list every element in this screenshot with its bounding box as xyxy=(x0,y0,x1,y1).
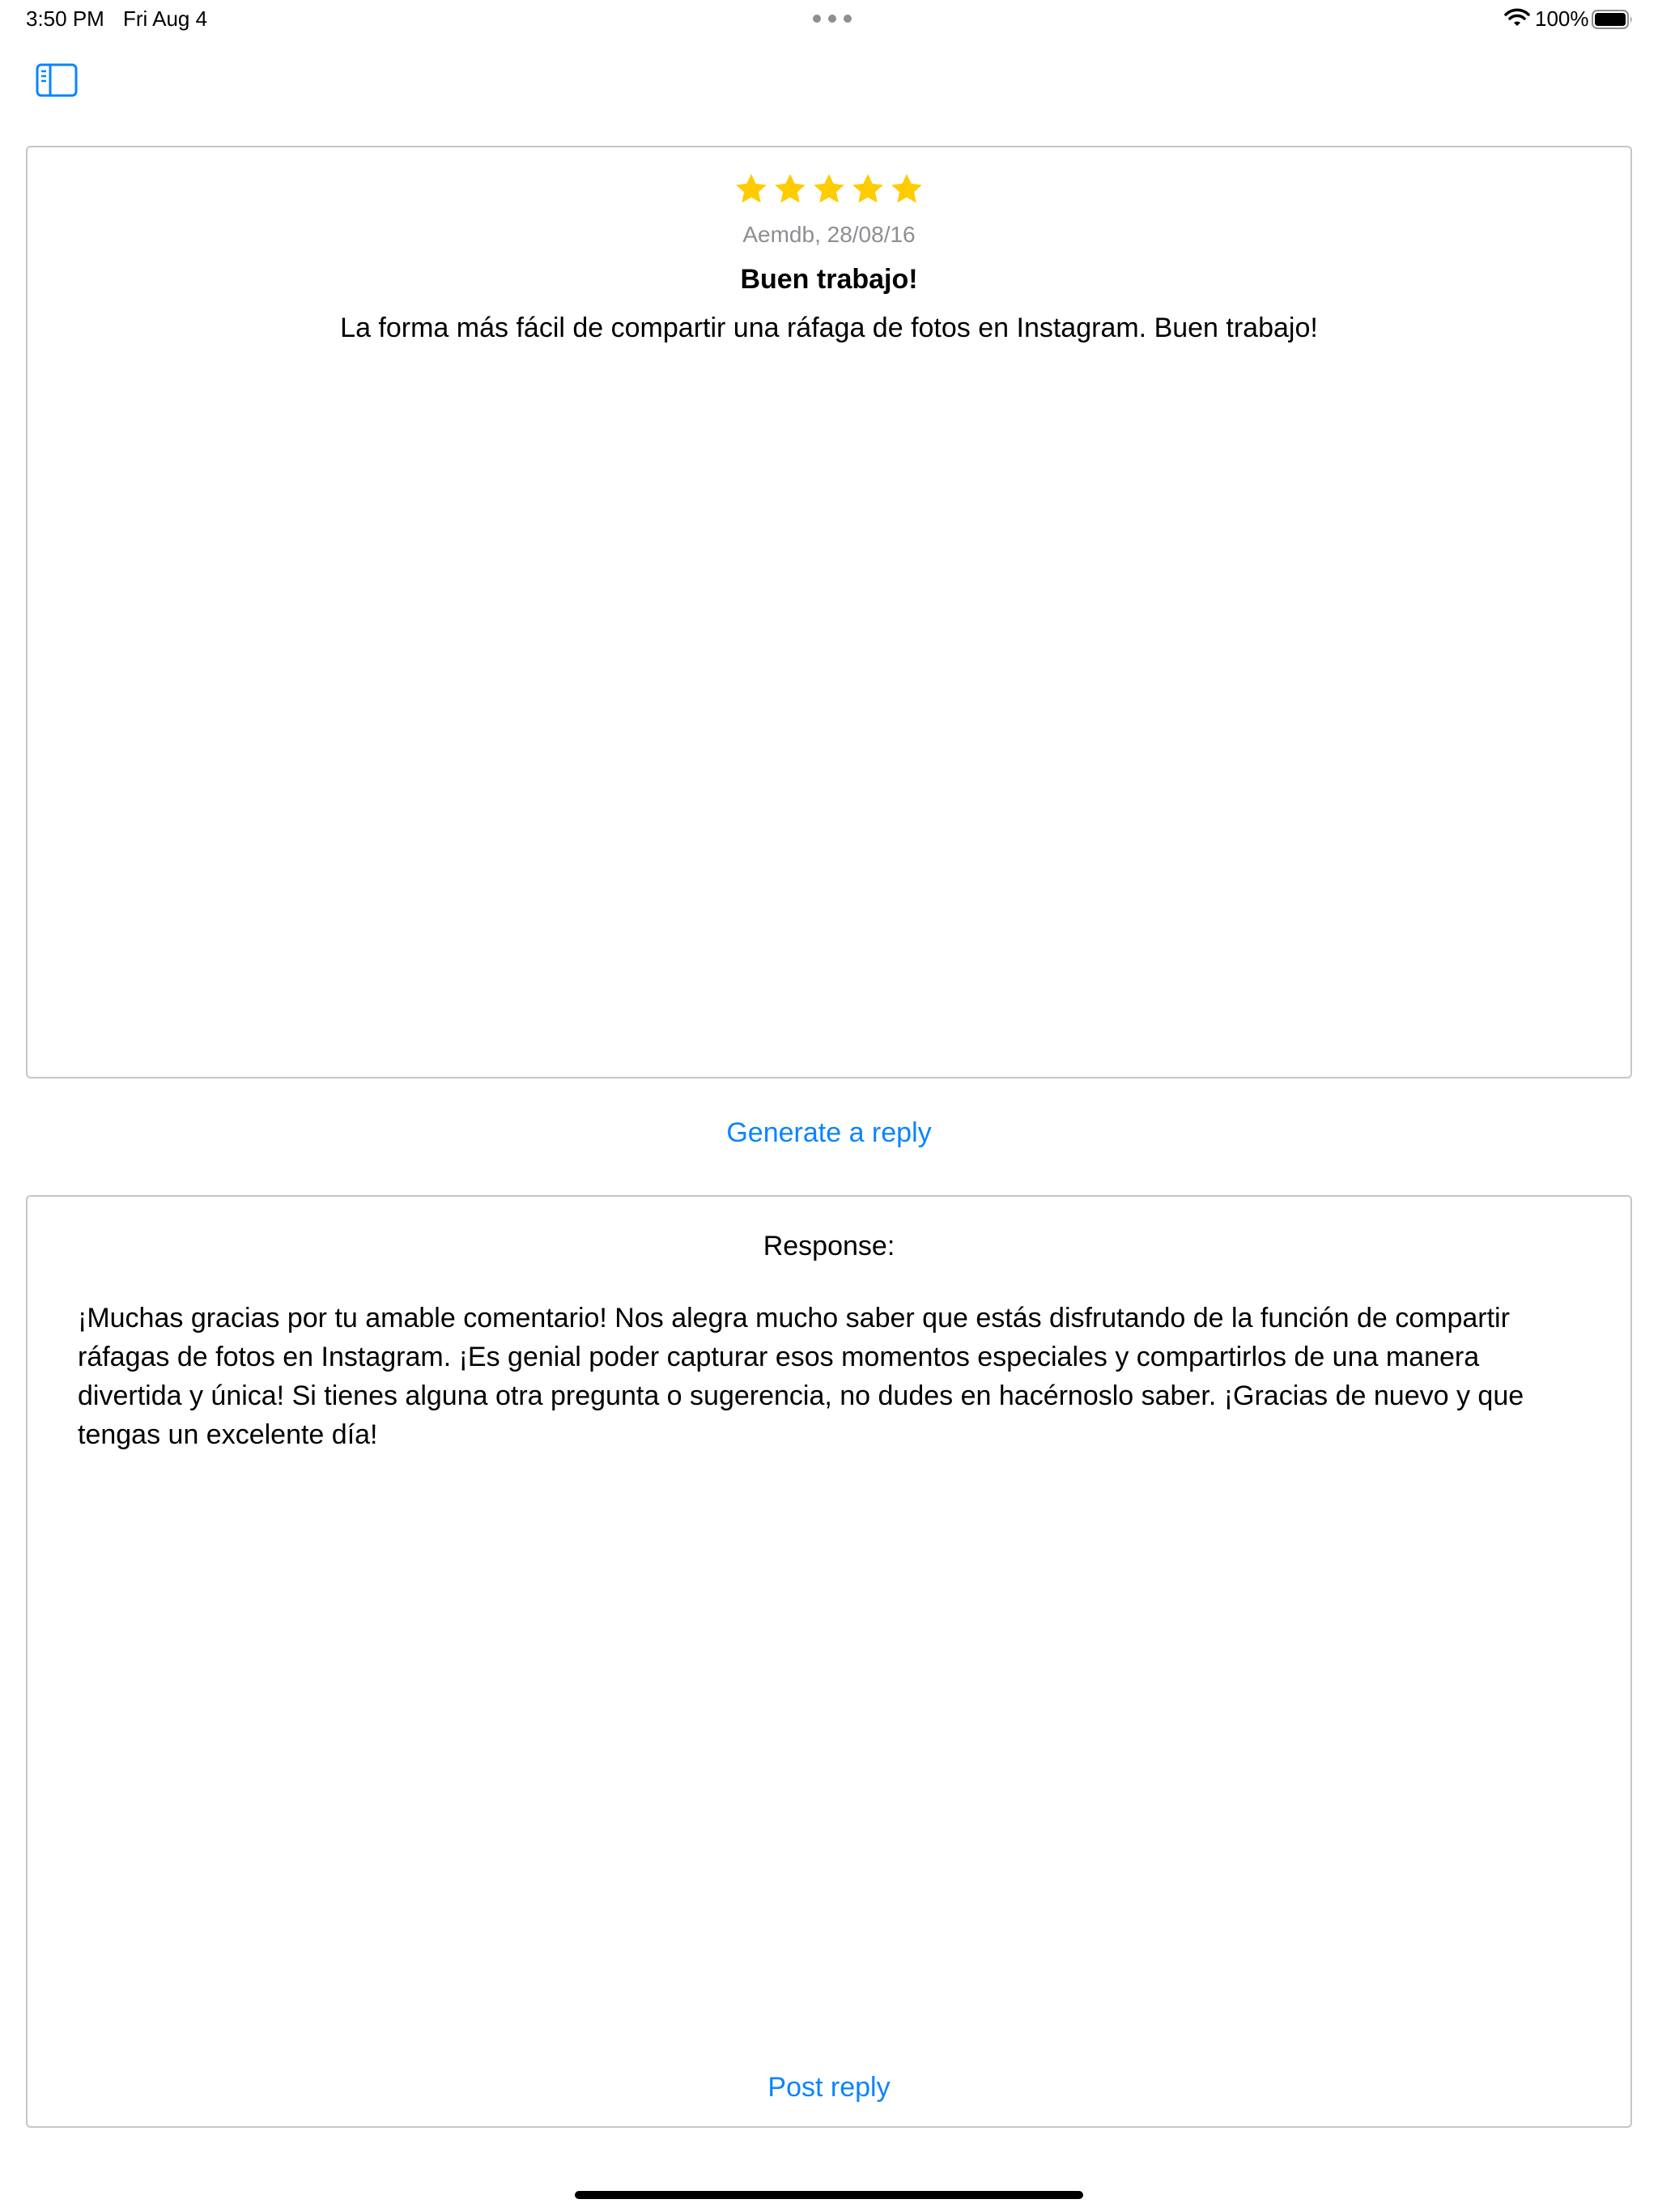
status-date: Fri Aug 4 xyxy=(123,6,208,31)
review-title: Buen trabajo! xyxy=(740,264,918,295)
generate-reply-button[interactable]: Generate a reply xyxy=(726,1117,932,1148)
battery-percent: 100% xyxy=(1535,6,1589,31)
star-icon xyxy=(733,172,769,207)
review-card xyxy=(26,146,1632,1078)
star-rating xyxy=(28,172,1630,207)
review-body: La forma más fácil de compartir una ráfaga de fotos en Instagram. Buen trabajo! xyxy=(340,313,1318,343)
star-icon xyxy=(811,172,847,207)
wifi-icon xyxy=(1504,8,1530,29)
star-icon xyxy=(772,172,808,207)
sidebar-toggle-icon[interactable] xyxy=(36,63,78,97)
response-label: Response: xyxy=(763,1231,895,1261)
battery-icon xyxy=(1592,10,1634,29)
response-card xyxy=(26,1195,1632,2128)
multitasking-dots-icon[interactable] xyxy=(813,15,852,23)
status-time: 3:50 PM xyxy=(26,6,104,31)
response-text[interactable]: ¡Muchas gracias por tu amable comentario! Nos alegra mucho saber que estás disfrutando de la función de compartir ráfagas de fotos en Instagram. ¡Es genial poder capturar esos momentos especiales y compartirlos de una manera divertida y única! Si tienes alguna otra pregunta o sugerencia, no dudes en hacérnoslo saber. ¡Gracias de nuevo y que tengas un excelente día! xyxy=(78,1303,1524,1450)
status-bar xyxy=(0,0,1658,39)
post-reply-button[interactable]: Post reply xyxy=(767,2072,891,2103)
review-author-date: Aemdb, 28/08/16 xyxy=(742,222,916,247)
star-icon xyxy=(850,172,886,207)
home-indicator[interactable] xyxy=(575,2191,1083,2199)
star-icon xyxy=(889,172,925,207)
